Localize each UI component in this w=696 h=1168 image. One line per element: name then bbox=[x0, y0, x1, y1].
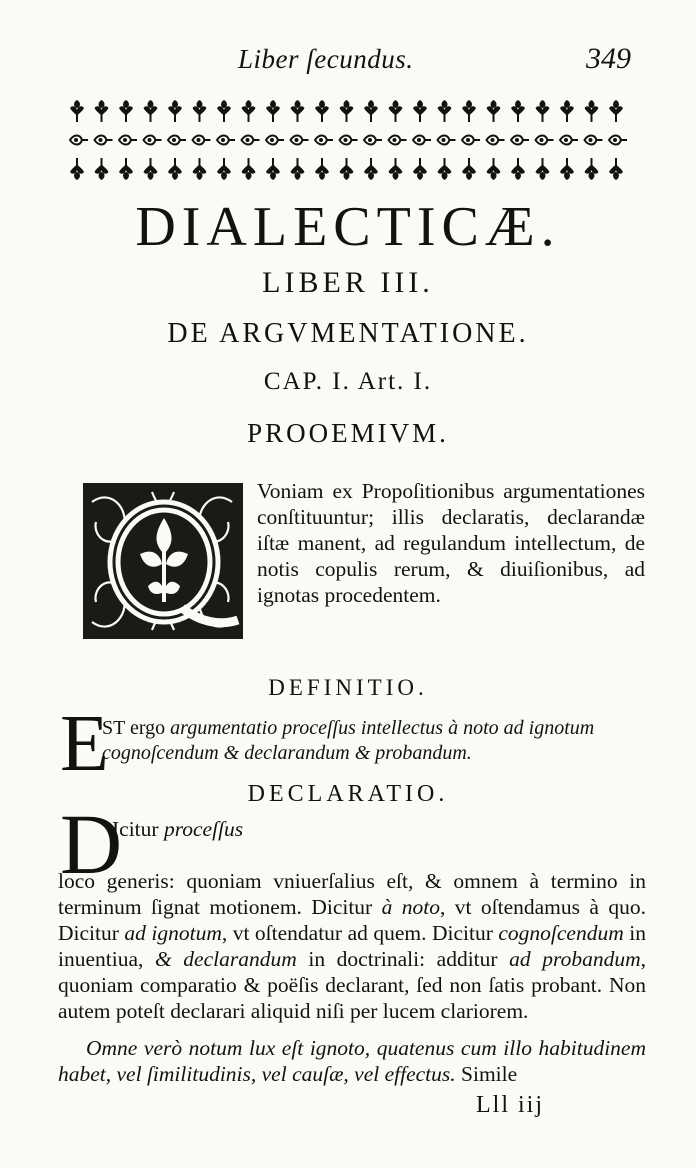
fleuron bbox=[609, 100, 623, 122]
fleuron bbox=[266, 100, 280, 122]
fleuron bbox=[291, 158, 305, 180]
fleuron bbox=[413, 100, 427, 122]
fleuron bbox=[413, 158, 427, 180]
fleuron bbox=[217, 158, 231, 180]
definition-text bbox=[102, 716, 648, 766]
fleuron bbox=[389, 136, 407, 145]
fleuron bbox=[242, 100, 256, 122]
fleuron bbox=[315, 100, 329, 122]
fleuron bbox=[144, 136, 162, 145]
fleuron bbox=[560, 136, 578, 145]
fleuron bbox=[364, 100, 378, 122]
catchword: Simile bbox=[461, 1062, 518, 1086]
definition-lead: ST ergo bbox=[102, 717, 166, 739]
main-title: DIALECTICÆ. bbox=[135, 196, 561, 258]
fleuron bbox=[511, 136, 529, 145]
fleuron bbox=[193, 136, 211, 145]
fleuron bbox=[291, 136, 309, 145]
fleuron bbox=[340, 136, 358, 145]
book-title: LIBER III. bbox=[262, 266, 434, 299]
initial-e: E bbox=[60, 700, 109, 788]
fleuron bbox=[144, 158, 158, 180]
fleuron bbox=[585, 158, 599, 180]
fleuron bbox=[438, 100, 452, 122]
fleuron bbox=[487, 100, 501, 122]
fleuron bbox=[389, 100, 403, 122]
fleuron bbox=[242, 158, 256, 180]
fleuron bbox=[585, 100, 599, 122]
page-number: 349 bbox=[586, 42, 631, 75]
fleuron bbox=[291, 100, 305, 122]
fleuron bbox=[536, 158, 550, 180]
definition-body: argumentatio proceſſus intellectus à noto ad ignotum cognoſcendum & declarandum & probandum. bbox=[102, 717, 595, 764]
declaratio-lead-text: Icitur proceſſus bbox=[112, 817, 244, 841]
chapter-heading: CAP. I. Art. I. bbox=[263, 368, 433, 395]
fleuron bbox=[217, 136, 235, 145]
fleuron bbox=[168, 158, 182, 180]
fleuron bbox=[462, 136, 480, 145]
fleuron bbox=[168, 136, 186, 145]
fleuron bbox=[119, 158, 133, 180]
decorated-initial-q bbox=[82, 482, 244, 640]
fleuron bbox=[168, 100, 182, 122]
subject-title: DE ARGVMENTATIONE. bbox=[167, 318, 529, 349]
fleuron bbox=[585, 136, 603, 145]
fleuron bbox=[487, 158, 501, 180]
declaratio-paragraph: loco generis: quoniam vniuerſalius eſt, & omnem à termino in terminum ſignat motionem. Dicitur à noto, vt oſtendamus à quo. Dicitur ad ignotum, vt oſtendatur ad quem. Dicitur cognoſcendum in inuentiua, & declarandum in doctrinali: additur ad probandum, quoniam comparatio & poëſis declarant, ſed non ſatis probant. Non autem poteſt declarari aliquid niſi per lucem clariorem. bbox=[58, 869, 646, 1023]
initial-d: D bbox=[60, 796, 123, 892]
fleuron bbox=[536, 136, 554, 145]
fleuron bbox=[193, 158, 207, 180]
fleuron bbox=[438, 158, 452, 180]
closing-paragraph: Omne verò notum lux eſt ignoto, quatenus cum illo habitudinem habet, vel ſimilitudinis, vel cauſæ, vel effectus. Simile bbox=[58, 1036, 646, 1086]
running-title: Liber ſecundus. bbox=[238, 44, 414, 74]
fleuron bbox=[266, 136, 284, 145]
fleuron bbox=[95, 136, 113, 145]
prooemium-heading: PROOEMIVM. bbox=[247, 418, 449, 448]
fleuron bbox=[242, 136, 260, 145]
fleuron bbox=[70, 136, 88, 145]
running-head bbox=[0, 40, 696, 86]
fleuron bbox=[340, 158, 354, 180]
fleuron bbox=[119, 136, 137, 145]
fleuron bbox=[217, 100, 231, 122]
fleuron bbox=[144, 100, 158, 122]
fleuron-ornament-band bbox=[68, 96, 644, 188]
intro-paragraph: Voniam ex Propoſitionibus argumentationes conſtituuntur; illis declaratis, declarandæ iſtæ manent, ad regulandum intellectum, de notis copulis rerum, & diuiſionibus, ad ignotas procedentem. bbox=[257, 479, 645, 607]
fleuron bbox=[389, 158, 403, 180]
fleuron bbox=[315, 136, 333, 145]
fleuron bbox=[364, 136, 382, 145]
fleuron bbox=[95, 100, 109, 122]
fleuron bbox=[266, 158, 280, 180]
fleuron bbox=[119, 100, 133, 122]
fleuron bbox=[487, 136, 505, 145]
fleuron bbox=[462, 158, 476, 180]
fleuron bbox=[462, 100, 476, 122]
fleuron bbox=[193, 100, 207, 122]
fleuron bbox=[413, 136, 431, 145]
fleuron bbox=[536, 100, 550, 122]
fleuron bbox=[70, 158, 84, 180]
fleuron bbox=[340, 100, 354, 122]
declaratio-heading: DECLARATIO. bbox=[247, 781, 449, 807]
fleuron bbox=[511, 158, 525, 180]
fleuron bbox=[438, 136, 456, 145]
fleuron bbox=[560, 100, 574, 122]
fleuron bbox=[560, 158, 574, 180]
fleuron bbox=[511, 100, 525, 122]
fleuron bbox=[95, 158, 109, 180]
definitio-heading: DEFINITIO. bbox=[268, 675, 428, 700]
fleuron bbox=[315, 158, 329, 180]
fleuron bbox=[70, 100, 84, 122]
fleuron bbox=[609, 158, 623, 180]
signature-mark: Lll iij bbox=[476, 1092, 544, 1118]
fleuron bbox=[609, 136, 627, 145]
fleuron bbox=[364, 158, 378, 180]
